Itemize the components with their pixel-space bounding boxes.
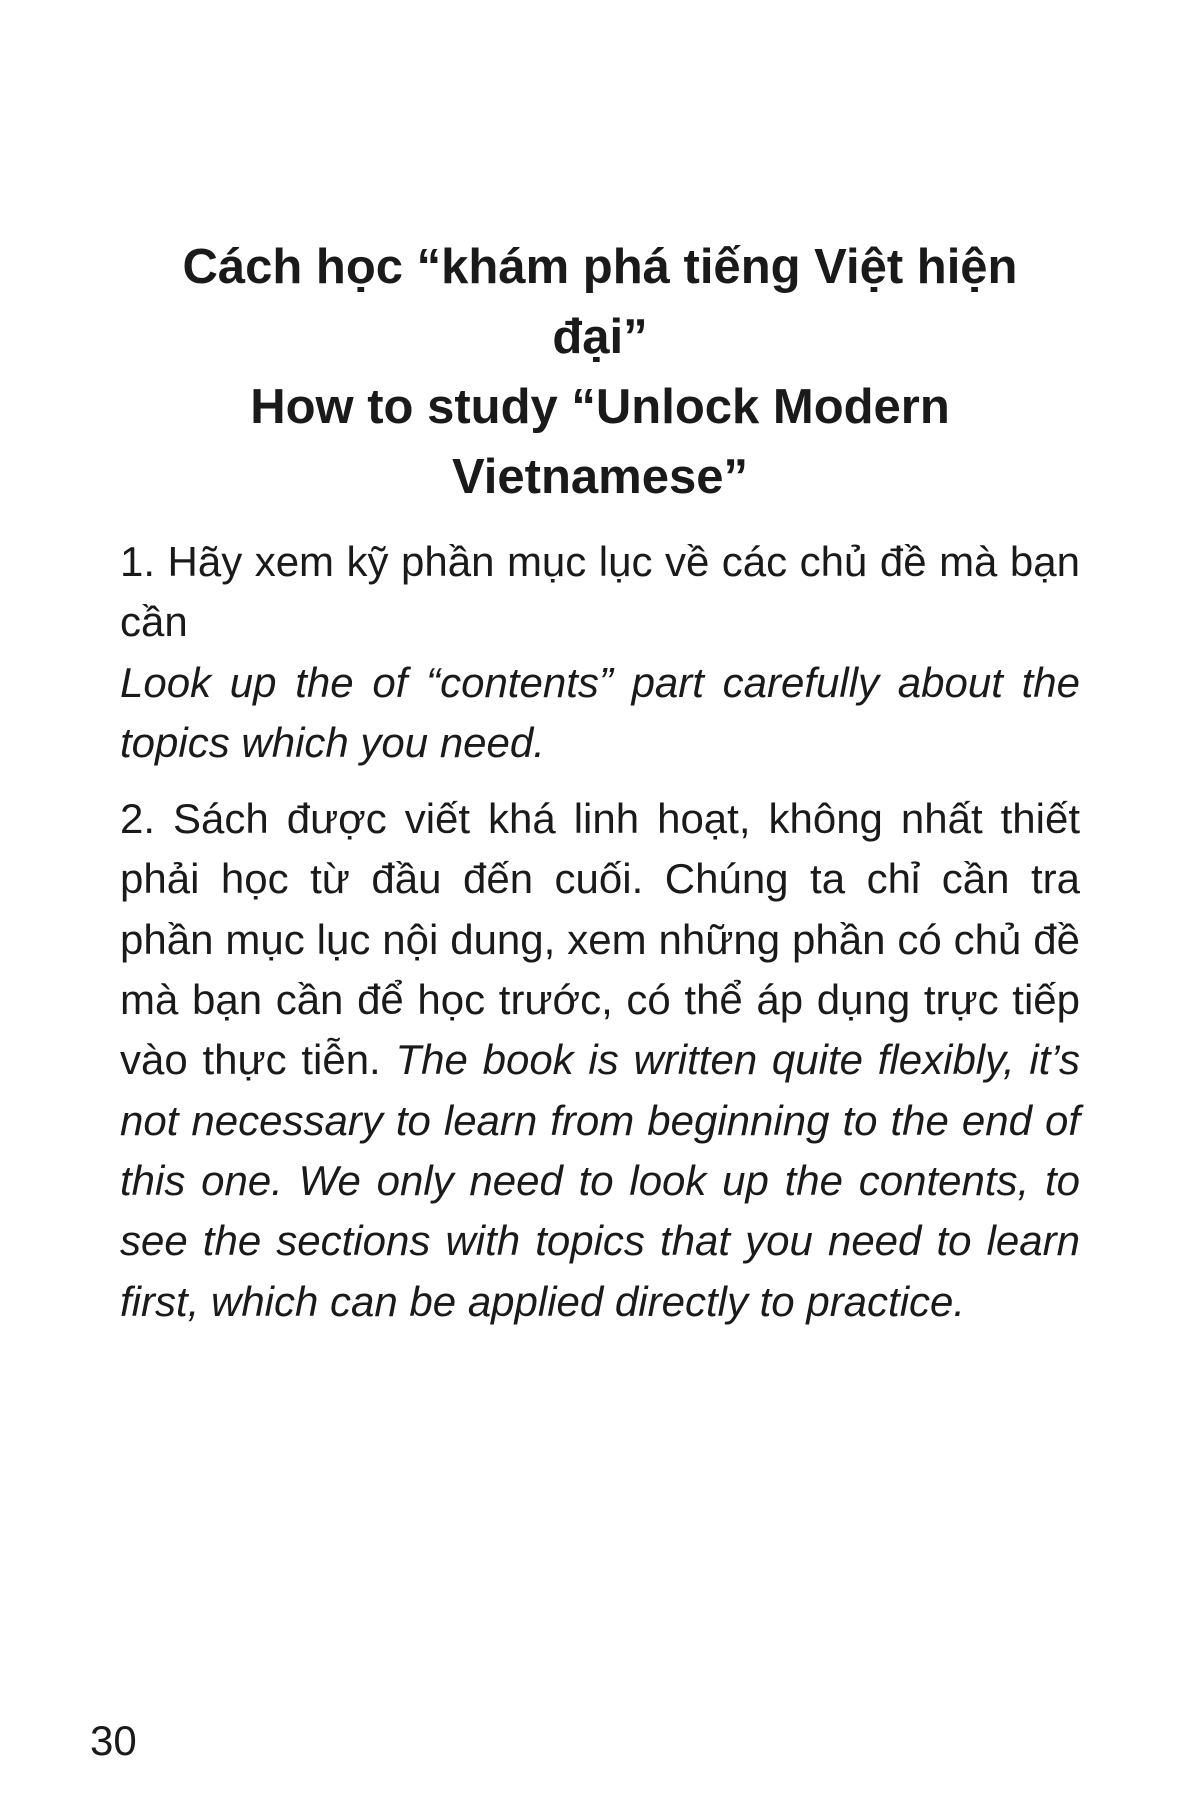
page-number: 30 bbox=[90, 1717, 137, 1764]
page-title bbox=[120, 232, 1080, 512]
title-en-line-1: How to study “Unlock Modern bbox=[250, 380, 950, 434]
item-2-vietnamese: 2. Sách được viết khá linh hoạt, không nhất thiết phải học từ đầu đến cuối. Chúng ta chỉ cần tra phần mục lục nội dung, xem những phần có chủ đề mà bạn cần để học trước, có thể áp dụng trực tiếp vào thực tiễn. bbox=[120, 795, 1080, 1084]
item-2-english: The book is written quite flexibly, it’s not necessary to learn from beginning to the end of this one. We only need to look up the contents, to see the sections with topics that you need to learn first, which can be applied directly to practice. bbox=[120, 1036, 1080, 1325]
list-item bbox=[120, 532, 1080, 773]
list-item bbox=[120, 789, 1080, 1332]
title-vi-line-2: đại” bbox=[552, 310, 648, 364]
title-en-line-2: Vietnamese” bbox=[452, 450, 748, 504]
item-1-vietnamese: 1. Hãy xem kỹ phần mục lục về các chủ đề mà bạn cần bbox=[120, 538, 1080, 646]
item-1-english: Look up the of “contents” part carefully about the topics which you need. bbox=[120, 658, 1080, 766]
body-text bbox=[120, 532, 1080, 1332]
title-vi-line-1: Cách học “khám phá tiếng Việt hiện bbox=[182, 240, 1018, 294]
